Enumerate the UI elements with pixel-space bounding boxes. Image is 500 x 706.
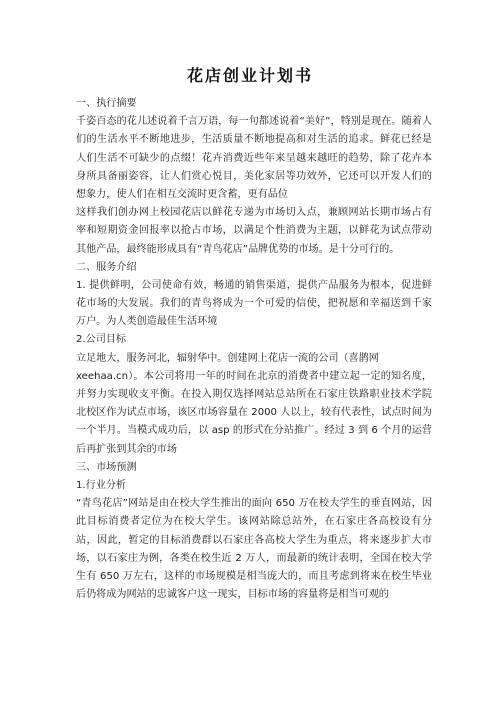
paragraph-line: 想象力，使人们在相互交流时更含蓄，更有品位 xyxy=(76,188,288,200)
paragraph-line: 并努力实现收支平衡。在投入期仅选择网站总站所在石家庄铁路职业技术学院 xyxy=(76,389,432,400)
paragraph-line: 一个半月。当模式成功后，以 asp 的形式在分站推广。经过 3 到 6 个月的运营 xyxy=(76,425,432,437)
section-heading: 1.行业分析 xyxy=(76,479,127,491)
paragraph-line: 场，以石家庄为例，各类在校生近 2 万人，而最新的统计表明，全国在校大学 xyxy=(76,552,432,564)
paragraph-line: 1. 提供鲜明，公司使命有效，畅通的销售渠道，提供产品服务为根本，促进鲜 xyxy=(76,279,432,291)
paragraph-line: 此目标消费者定位为在校大学生。该网站除总站外，在石家庄各高校设有分 xyxy=(76,516,432,528)
paragraph-line: 后再扩张到其余的市场 xyxy=(76,443,177,455)
section-heading: 二、服务介绍 xyxy=(76,261,137,273)
paragraph-line: 生有 650 万左右，这样的市场规模是相当庞大的，而且考虑到将来在校生毕业 xyxy=(76,570,432,582)
paragraph-line: “青鸟花店”网站是由在校大学生推出的面向 650 万在校大学生的垂直网站，因 xyxy=(76,498,432,510)
paragraph-line: 身所具备丽姿容，让人们赏心悦目，美化家居等功效外，它还可以开发人们的 xyxy=(76,170,432,182)
paragraph-line: 千姿百态的花儿述说着千言万语，每一句都述说着“美好”，特别是现在。随着人 xyxy=(76,116,432,128)
paragraph-line: 北校区作为试点市场，该区市场容量在 2000 人以上，较有代表性，试点时间为 xyxy=(76,407,432,419)
section-heading: 2.公司目标 xyxy=(76,334,127,346)
paragraph-line: 人们生活不可缺少的点缀！花卉消费近些年来呈越来越旺的趋势，除了花卉本 xyxy=(76,152,432,164)
paragraph-line: 花市场的大发展。我们的青鸟将成为一个可爱的信使，把祝愿和幸福送到千家 xyxy=(76,298,432,310)
paragraph-line: 立足地大，服务河北，辐射华中。创建网上花店一流的公司（喜鹊网 xyxy=(76,352,379,364)
paragraph-line: 站，因此，暂定的目标消费群以石家庄各高校大学生为重点，将来逐步扩大市 xyxy=(76,534,432,546)
paragraph-line: 率和短期资金回报率以抢占市场，以满足个性消费为主题，以鲜花为试点带动 xyxy=(76,225,432,237)
paragraph-line: xeehaa.cn）。本公司将用一年的时间在北京的消费者中建立起一定的知名度， xyxy=(76,370,432,382)
section-heading: 三、市场预测 xyxy=(76,461,137,473)
paragraph-line: 们的生活水平不断地进步，生活质量不断地提高和对生活的追求。鲜花已经是 xyxy=(76,134,432,146)
document-title: 花店创业计划书 xyxy=(186,66,313,85)
paragraph-line: 后仍将成为网站的忠诚客户这一现实，目标市场的容量将是相当可观的 xyxy=(76,589,389,601)
document-body xyxy=(76,95,432,604)
paragraph-line: 其他产品，最终能形成具有“青鸟花店”品牌优势的市场。是十分可行的。 xyxy=(76,243,400,255)
section-heading: 一、执行摘要 xyxy=(76,98,137,109)
paragraph-line: 这样我们创办网上校园花店以鲜花专递为市场切入点，兼顾网站长期市场占有 xyxy=(76,207,432,219)
paragraph-line: 万户。为人类创造最佳生活环境 xyxy=(76,316,218,328)
